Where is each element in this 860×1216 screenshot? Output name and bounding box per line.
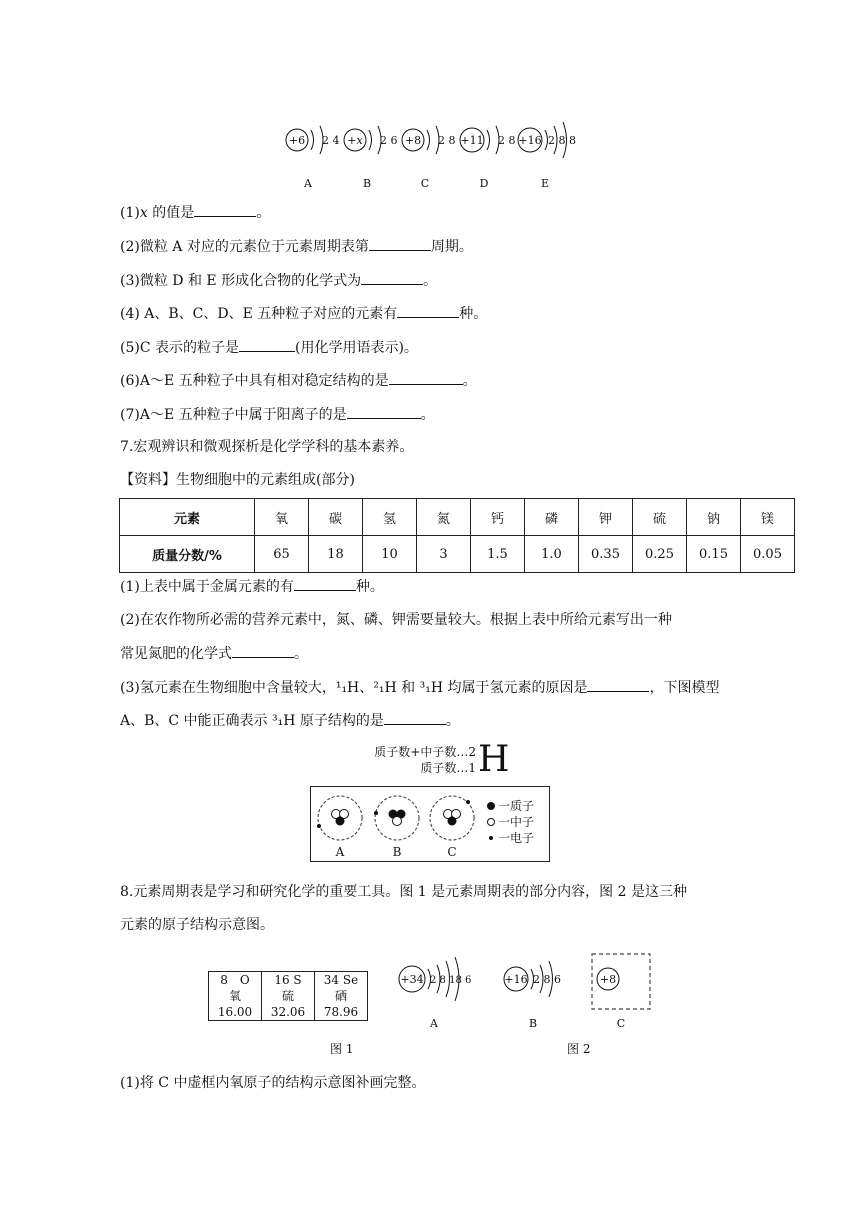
mass-number-label: 质子数+中子数…2 <box>374 745 476 759</box>
atom-s-diagram <box>504 961 561 1030</box>
model-legend <box>487 798 534 845</box>
table-cell: 硫 <box>633 499 687 536</box>
element-cell-o: 8 O 氧 16.00 <box>209 972 262 1021</box>
q6-item-7: (7)A～E 五种粒子中属于阳离子的是 。 <box>120 404 435 425</box>
svg-text:B: B <box>528 1017 538 1030</box>
table-cell: 1.0 <box>525 536 579 573</box>
q7-item-1: (1)上表中属于金属元素的有 种。 <box>120 576 384 597</box>
label-b: B <box>362 177 372 190</box>
figure-2-atom-structures <box>390 940 665 1035</box>
model-label-c: C <box>447 845 457 859</box>
nucleus-d: +11 <box>460 134 484 147</box>
table-cell: 10 <box>363 536 417 573</box>
answer-blank[interactable] <box>232 643 294 658</box>
shells-e: 2 8 8 <box>548 134 576 147</box>
hydrogen-symbol: H <box>478 739 510 780</box>
svg-text:C: C <box>616 1017 626 1030</box>
table-cell: 碳 <box>309 499 363 536</box>
label-e: E <box>540 177 550 190</box>
nucleus-c: +8 <box>404 134 422 147</box>
answer-blank[interactable] <box>384 710 446 725</box>
isotope-notation-labels <box>358 744 476 776</box>
table-cell: 3 <box>417 536 471 573</box>
svg-text:A: A <box>430 1017 438 1030</box>
table-cell: 钙 <box>471 499 525 536</box>
electron-legend-icon <box>489 836 493 840</box>
table-cell: 65 <box>255 536 309 573</box>
q6-item-5: (5)C 表示的粒子是 (用化学用语表示)。 <box>120 337 418 358</box>
table-cell: 镁 <box>741 499 795 536</box>
table-row-values <box>120 536 795 573</box>
svg-text:+8: +8 <box>599 973 617 986</box>
table-row-elements <box>120 499 795 536</box>
nucleus-b: +x <box>347 134 363 147</box>
shells-c: 2 8 <box>438 134 456 147</box>
answer-blank[interactable] <box>361 270 423 285</box>
q8-stem-line2: 元素的原子结构示意图。 <box>120 917 274 933</box>
table-cell: 钾 <box>579 499 633 536</box>
figure-1-caption: 图 1 <box>330 1042 354 1056</box>
table-cell: 0.35 <box>579 536 633 573</box>
answer-blank[interactable] <box>389 370 463 385</box>
table-cell: 氮 <box>417 499 471 536</box>
table-cell: 0.05 <box>741 536 795 573</box>
element-cell-se: 34 Se 硒 78.96 <box>315 972 368 1021</box>
element-composition-table <box>119 498 795 573</box>
q8-item-1: (1)将 C 中虚框内氧原子的结构示意图补画完整。 <box>120 1075 426 1091</box>
atom-diagram-e <box>518 122 576 190</box>
q7-resource-title: 【资料】生物细胞中的元素组成(部分) <box>120 472 355 488</box>
answer-blank[interactable] <box>347 404 421 419</box>
shells-b: 2 6 <box>380 134 398 147</box>
model-b <box>374 796 419 859</box>
element-cell-s: 16 S 硫 32.06 <box>262 972 315 1021</box>
shells-d: 2 8 <box>498 134 516 147</box>
q7-stem: 7.宏观辨识和微观探析是化学学科的基本素养。 <box>120 439 414 455</box>
model-label-b: B <box>392 845 402 859</box>
legend-proton: 一质子 <box>498 799 535 813</box>
answer-blank[interactable] <box>294 576 356 591</box>
legend-electron: 一电子 <box>498 831 535 845</box>
q8-stem-line1: 8.元素周期表是学习和研究化学的重要工具。图 1 是元素周期表的部分内容，图 2 是这三种 <box>120 884 687 900</box>
answer-blank[interactable] <box>239 337 295 352</box>
atomic-number-label: 质子数…1 <box>420 761 476 775</box>
neutron-legend-icon <box>488 819 495 826</box>
atom-diagram-a <box>286 126 340 190</box>
row-header: 元素 <box>120 499 255 536</box>
periodic-table-excerpt <box>208 971 368 1021</box>
proton-legend-icon <box>487 802 495 810</box>
table-cell: 磷 <box>525 499 579 536</box>
nucleus-a: +6 <box>288 134 306 147</box>
nucleus-e: +16 <box>518 134 542 147</box>
svg-text:2 8 6: 2 8 6 <box>533 973 561 986</box>
label-d: D <box>479 177 489 190</box>
table-cell: 氧 <box>255 499 309 536</box>
answer-blank[interactable] <box>369 236 431 251</box>
q6-item-1: (1)x 的值是 。 <box>120 202 270 223</box>
svg-text:+34: +34 <box>400 973 424 986</box>
label-c: C <box>420 177 430 190</box>
model-label-a: A <box>335 845 345 859</box>
atom-structure-figure <box>280 118 590 190</box>
figure-2-caption: 图 2 <box>567 1042 591 1056</box>
answer-blank[interactable] <box>194 202 256 217</box>
answer-blank[interactable] <box>587 677 649 692</box>
shells-a: 2 4 <box>322 134 340 147</box>
atom-diagram-d <box>460 126 516 190</box>
atom-diagram-b <box>344 126 398 190</box>
atom-o-incomplete-diagram[interactable] <box>592 954 650 1030</box>
q6-item-2: (2)微粒 A 对应的元素位于元素周期表第 周期。 <box>120 236 473 257</box>
answer-blank[interactable] <box>397 303 459 318</box>
table-cell: 钠 <box>687 499 741 536</box>
q6-item-6: (6)A～E 五种粒子中具有相对稳定结构的是 。 <box>120 370 477 391</box>
table-cell: 18 <box>309 536 363 573</box>
q7-item-2-line2: 常见氮肥的化学式 。 <box>120 643 308 664</box>
q7-item-2-line1: (2)在农作物所必需的营养元素中，氮、磷、钾需要量较大。根据上表中所给元素写出一种 <box>120 612 672 628</box>
svg-text:2 8 18 6: 2 8 18 6 <box>430 975 472 986</box>
table-cell: 1.5 <box>471 536 525 573</box>
svg-text:+16: +16 <box>504 973 528 986</box>
atom-se-diagram <box>399 957 471 1030</box>
model-a <box>317 796 362 859</box>
q7-item-3-line1: (3)氢元素在生物细胞中含量较大，¹₁H、²₁H 和 ³₁H 均属于氢元素的原因是 ，下图模型 <box>120 677 719 698</box>
legend-neutron: 一中子 <box>498 815 535 829</box>
q6-item-4: (4) A、B、C、D、E 五种粒子对应的元素有 种。 <box>120 303 487 324</box>
q7-item-3-line2: A、B、C 中能正确表示 ³₁H 原子结构的是 。 <box>120 710 460 731</box>
hydrogen-atom-models <box>310 786 550 862</box>
table-cell: 0.25 <box>633 536 687 573</box>
model-c <box>430 796 474 859</box>
q6-item-3: (3)微粒 D 和 E 形成化合物的化学式为 。 <box>120 270 437 291</box>
label-a: A <box>304 177 312 190</box>
atom-diagram-c <box>402 126 456 190</box>
table-cell: 0.15 <box>687 536 741 573</box>
table-cell: 氢 <box>363 499 417 536</box>
row-header: 质量分数/% <box>120 536 255 573</box>
